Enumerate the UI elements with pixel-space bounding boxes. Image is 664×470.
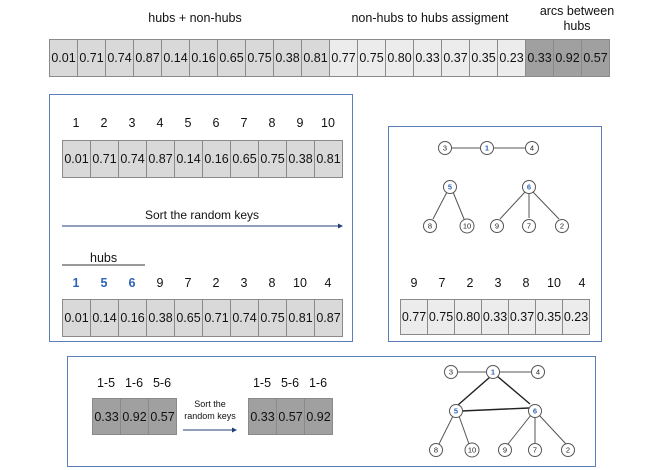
key-cell: 0.38 bbox=[286, 140, 315, 178]
key-cell: 0.57 bbox=[148, 398, 177, 435]
arc-label: 1-5 bbox=[252, 376, 272, 390]
index-label: 7 bbox=[438, 276, 446, 290]
key-cell: 0.16 bbox=[189, 39, 218, 77]
key-cell: 0.33 bbox=[92, 398, 121, 435]
key-cell: 0.81 bbox=[301, 39, 330, 77]
node-6-label: 6 bbox=[526, 182, 532, 192]
key-cell: 0.33 bbox=[481, 299, 509, 335]
node-1-label: 1 bbox=[484, 143, 490, 153]
label-hubs-nonhubs: hubs + non-hubs bbox=[148, 11, 242, 25]
label-assignment: non-hubs to hubs assigment bbox=[351, 11, 509, 25]
arc-label: 1-6 bbox=[308, 376, 328, 390]
key-cell: 0.16 bbox=[118, 299, 147, 337]
key-cell: 0.35 bbox=[469, 39, 498, 77]
key-cell: 0.75 bbox=[427, 299, 455, 335]
graph-node-5-label: 5 bbox=[453, 406, 459, 416]
key-cell: 0.77 bbox=[329, 39, 358, 77]
key-cell: 0.80 bbox=[454, 299, 482, 335]
graph-node-2-label: 2 bbox=[565, 445, 571, 455]
key-cell: 0.92 bbox=[553, 39, 582, 77]
index-label: 1 bbox=[72, 116, 80, 130]
key-cell: 0.75 bbox=[258, 140, 287, 178]
key-cell: 0.65 bbox=[174, 299, 203, 337]
index-label: 6 bbox=[212, 116, 220, 130]
index-label: 2 bbox=[100, 116, 108, 130]
key-cell: 0.92 bbox=[120, 398, 149, 435]
node-9-label: 9 bbox=[494, 221, 500, 231]
hub-index-label: 5 bbox=[100, 276, 108, 290]
index-label: 10 bbox=[547, 276, 561, 290]
key-cell: 0.75 bbox=[357, 39, 386, 77]
key-cell: 0.01 bbox=[49, 39, 78, 77]
index-label: 7 bbox=[184, 276, 192, 290]
key-cell: 0.71 bbox=[90, 140, 119, 178]
key-cell: 0.65 bbox=[217, 39, 246, 77]
key-cell: 0.23 bbox=[497, 39, 526, 77]
key-cell: 0.81 bbox=[314, 140, 343, 178]
key-cell: 0.35 bbox=[535, 299, 563, 335]
key-cell: 0.87 bbox=[314, 299, 343, 337]
graph-node-1-label: 1 bbox=[490, 367, 496, 377]
key-cell: 0.74 bbox=[105, 39, 134, 77]
arc-sort-label-line2: random keys bbox=[184, 411, 236, 421]
key-cell: 0.74 bbox=[118, 140, 147, 178]
index-label: 9 bbox=[156, 276, 164, 290]
key-cell: 0.14 bbox=[174, 140, 203, 178]
index-label: 5 bbox=[184, 116, 192, 130]
arc-label: 1-6 bbox=[124, 376, 144, 390]
index-label: 2 bbox=[466, 276, 474, 290]
graph-node-3-label: 3 bbox=[448, 367, 454, 377]
key-cell: 0.57 bbox=[581, 39, 610, 77]
arc-label: 1-5 bbox=[96, 376, 116, 390]
index-label: 7 bbox=[240, 116, 248, 130]
key-cell: 0.80 bbox=[385, 39, 414, 77]
hub-index-label: 6 bbox=[128, 276, 136, 290]
index-label: 10 bbox=[293, 276, 307, 290]
key-cell: 0.77 bbox=[400, 299, 428, 335]
graph-node-6-label: 6 bbox=[532, 406, 538, 416]
index-label: 4 bbox=[578, 276, 586, 290]
index-label: 8 bbox=[268, 276, 276, 290]
key-cell: 0.57 bbox=[276, 398, 305, 435]
node-4-label: 4 bbox=[529, 143, 535, 153]
key-cell: 0.71 bbox=[77, 39, 106, 77]
index-label: 9 bbox=[410, 276, 418, 290]
key-cell: 0.37 bbox=[508, 299, 536, 335]
index-label: 8 bbox=[522, 276, 530, 290]
key-cell: 0.87 bbox=[146, 140, 175, 178]
graph-node-4-label: 4 bbox=[535, 367, 541, 377]
node-10-label: 10 bbox=[462, 221, 472, 231]
index-label: 4 bbox=[324, 276, 332, 290]
key-cell: 0.14 bbox=[90, 299, 119, 337]
arc-sort-label-line1: Sort the bbox=[194, 399, 226, 409]
node-3-label: 3 bbox=[442, 143, 448, 153]
key-cell: 0.75 bbox=[258, 299, 287, 337]
graph-node-8-label: 8 bbox=[433, 445, 439, 455]
key-cell: 0.87 bbox=[133, 39, 162, 77]
hub-index-label: 1 bbox=[72, 276, 80, 290]
node-7-label: 7 bbox=[526, 221, 532, 231]
key-cell: 0.38 bbox=[146, 299, 175, 337]
index-label: 3 bbox=[240, 276, 248, 290]
graph-node-9-label: 9 bbox=[502, 445, 508, 455]
key-cell: 0.74 bbox=[230, 299, 259, 337]
key-cell: 0.33 bbox=[248, 398, 277, 435]
key-cell: 0.01 bbox=[62, 140, 91, 178]
index-label: 9 bbox=[296, 116, 304, 130]
node-2-label: 2 bbox=[559, 221, 565, 231]
label-arcs: arcs between hubs bbox=[539, 4, 615, 33]
key-cell: 0.65 bbox=[230, 140, 259, 178]
node-5-label: 5 bbox=[447, 182, 453, 192]
index-label: 3 bbox=[128, 116, 136, 130]
key-cell: 0.23 bbox=[562, 299, 590, 335]
key-cell: 0.37 bbox=[441, 39, 470, 77]
node-8-label: 8 bbox=[427, 221, 433, 231]
graph-node-10-label: 10 bbox=[467, 445, 477, 455]
index-label: 10 bbox=[321, 116, 335, 130]
key-cell: 0.75 bbox=[245, 39, 274, 77]
key-cell: 0.92 bbox=[304, 398, 333, 435]
hubs-label: hubs bbox=[90, 251, 118, 265]
index-label: 8 bbox=[268, 116, 276, 130]
key-cell: 0.14 bbox=[161, 39, 190, 77]
graph-node-7-label: 7 bbox=[532, 445, 538, 455]
key-cell: 0.33 bbox=[525, 39, 554, 77]
key-cell: 0.01 bbox=[62, 299, 91, 337]
key-cell: 0.33 bbox=[413, 39, 442, 77]
key-cell: 0.71 bbox=[202, 299, 231, 337]
index-label: 3 bbox=[494, 276, 502, 290]
sort-keys-label: Sort the random keys bbox=[145, 208, 260, 222]
key-cell: 0.38 bbox=[273, 39, 302, 77]
index-label: 2 bbox=[212, 276, 220, 290]
index-label: 4 bbox=[156, 116, 164, 130]
key-cell: 0.81 bbox=[286, 299, 315, 337]
key-cell: 0.16 bbox=[202, 140, 231, 178]
arc-label: 5-6 bbox=[280, 376, 300, 390]
arc-label: 5-6 bbox=[152, 376, 172, 390]
